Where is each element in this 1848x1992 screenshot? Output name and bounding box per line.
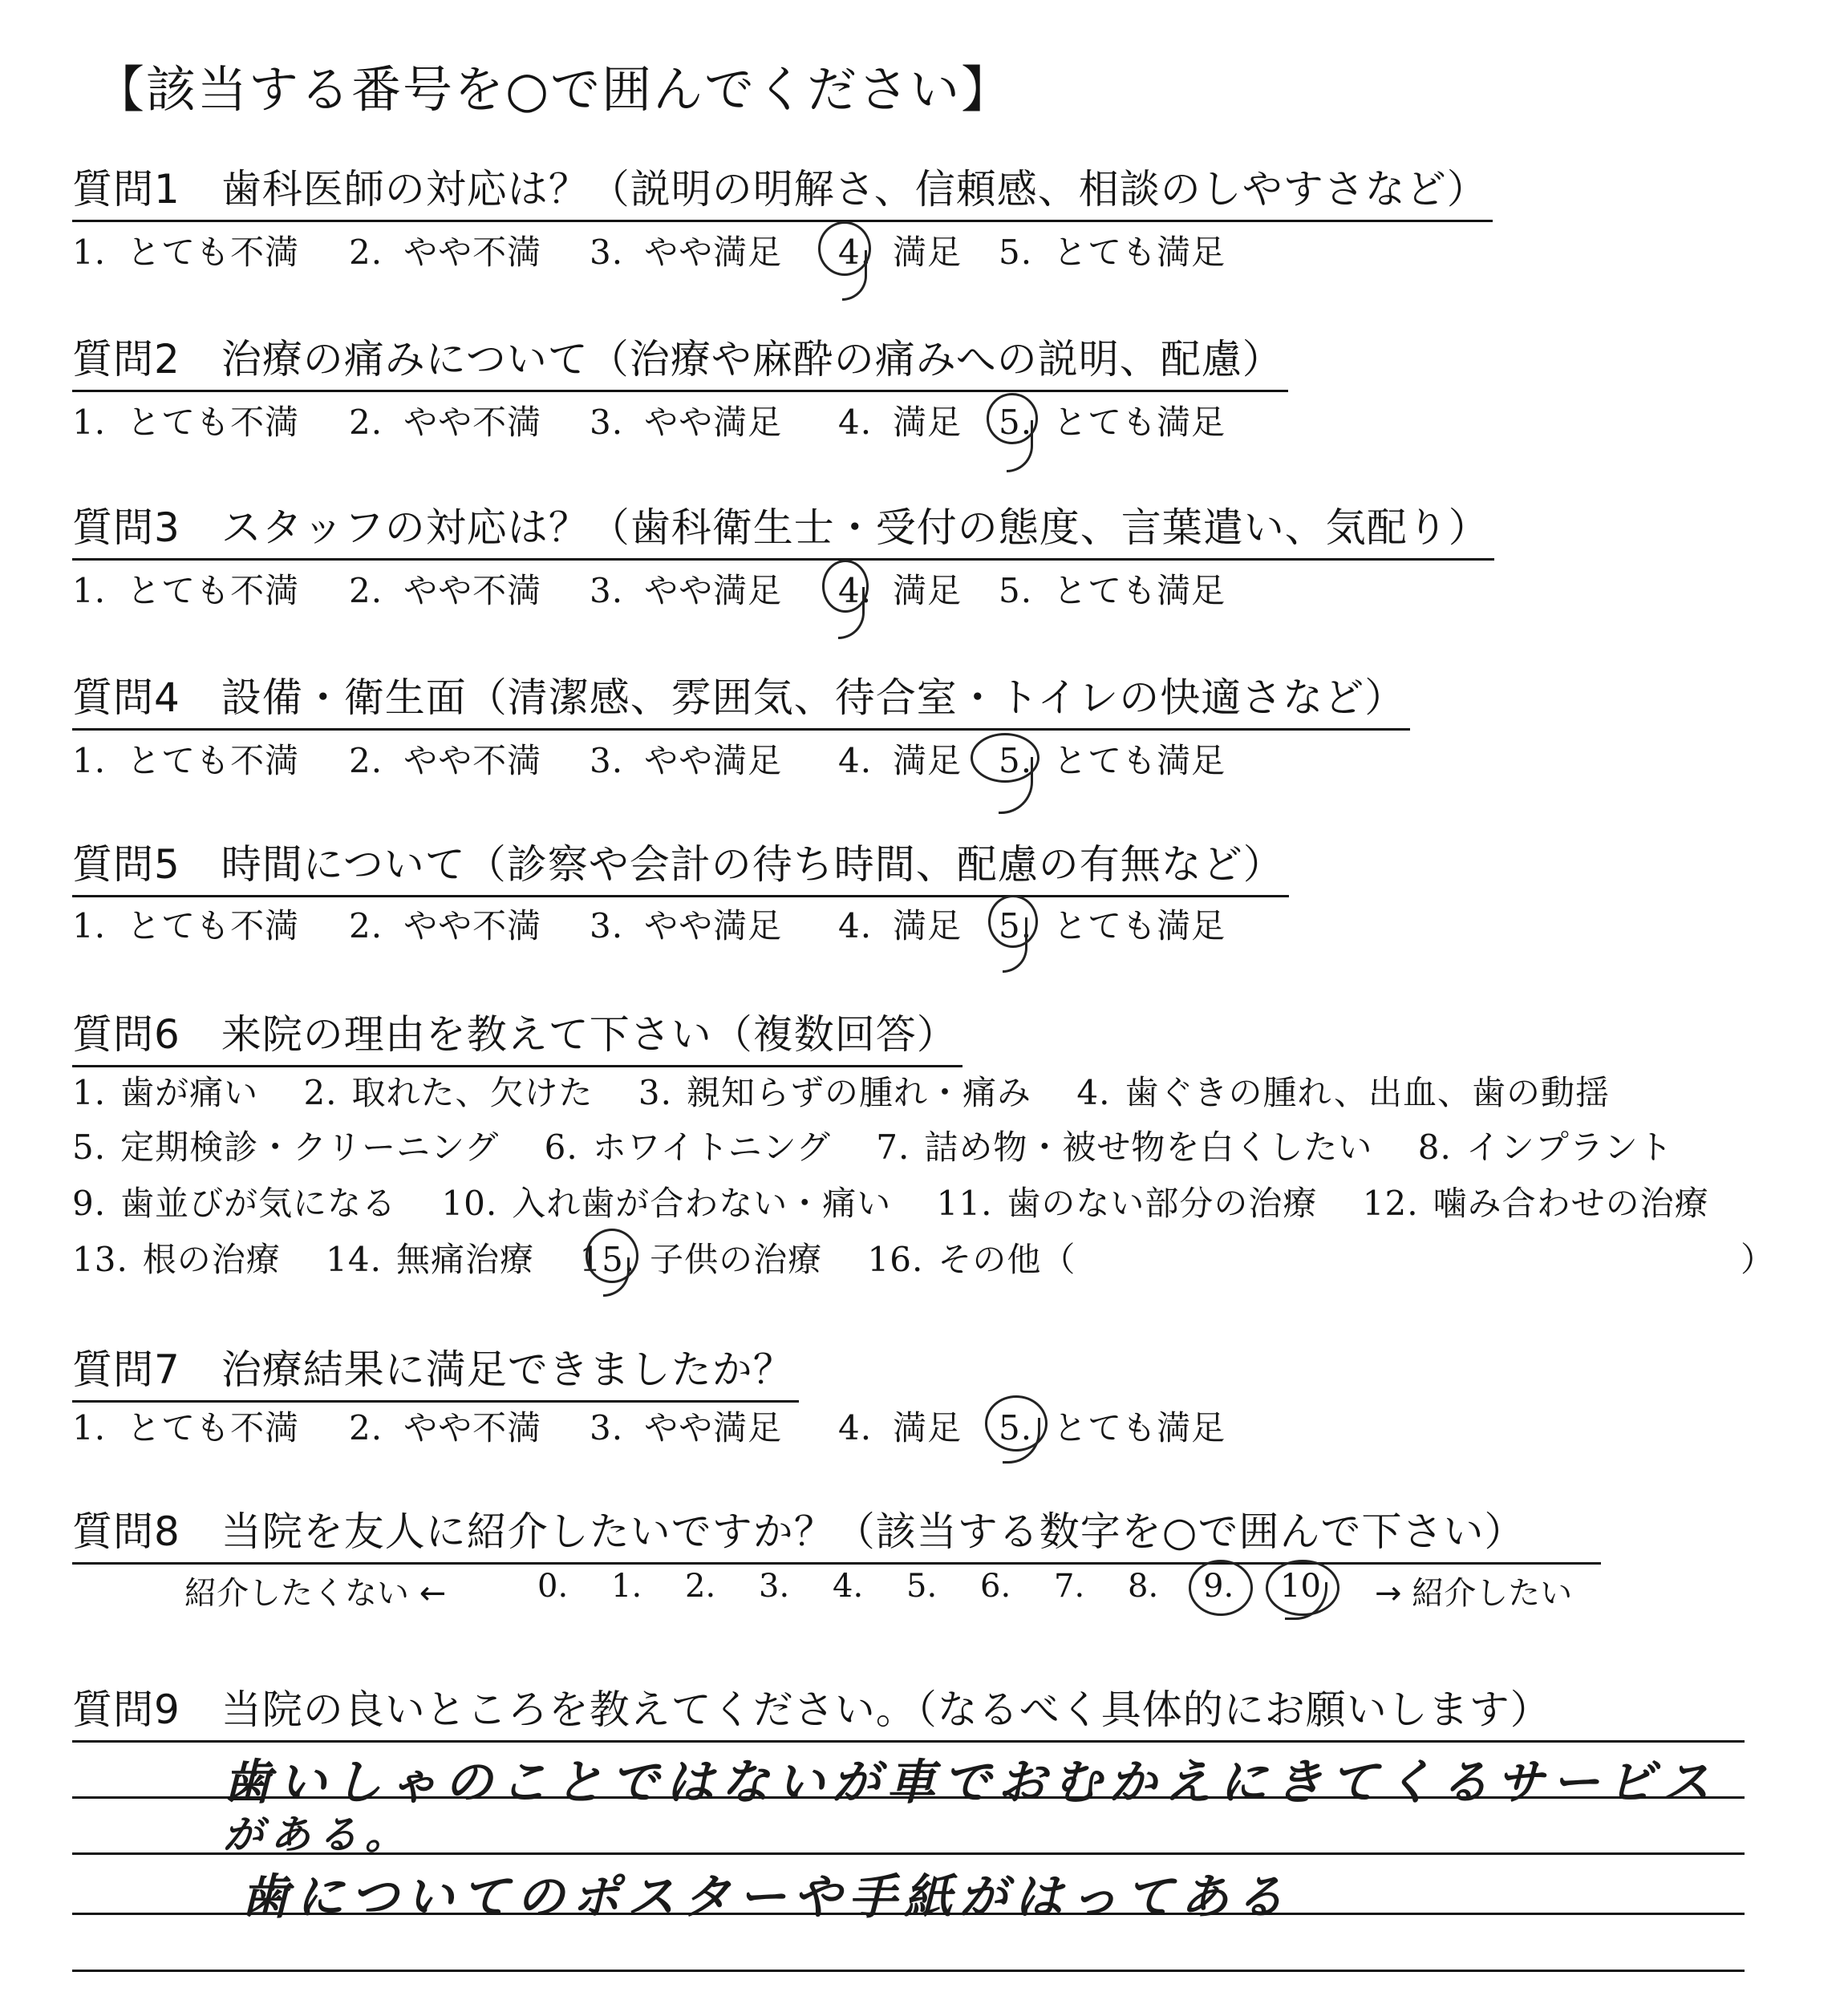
q6-option-9[interactable]: 9. 歯並びが気になる [72, 1184, 397, 1223]
q6-option-11[interactable]: 11. 歯のない部分の治療 [936, 1184, 1318, 1223]
q8-option-4[interactable]: 4. [833, 1568, 864, 1605]
q8-left-label: 紹介したくない ← [184, 1575, 447, 1612]
q8-option-7[interactable]: 7. [1054, 1568, 1085, 1605]
q1-option-2[interactable]: 2. やや不満 [349, 233, 542, 272]
q4-option-4[interactable]: 4. 満足 [838, 741, 962, 780]
q6-option-13[interactable]: 13. 根の治療 [72, 1240, 281, 1279]
q8-option-8[interactable]: 8. [1128, 1568, 1159, 1605]
q4-option-5[interactable]: 5. とても満足 [999, 741, 1226, 780]
question-8-title: 質問8 当院を友人に紹介したいですか？（該当する数字を○で囲んで下さい） [72, 1500, 1601, 1565]
q6-option-12[interactable]: 12. 噛み合わせの治療 [1362, 1184, 1709, 1223]
q4-option-1[interactable]: 1. とても不満 [72, 741, 300, 780]
q7-option-3[interactable]: 3. やや満足 [590, 1408, 783, 1447]
q2-option-5[interactable]: 5. とても満足 [999, 403, 1226, 442]
q6-option-6[interactable]: 6. ホワイトニング [544, 1128, 831, 1167]
q8-option-0[interactable]: 0. [537, 1568, 569, 1605]
answer-rule-5 [72, 1970, 1745, 1972]
q2-option-3[interactable]: 3. やや満足 [590, 403, 783, 442]
question-6-title: 質問6 来院の理由を教えて下さい（複数回答） [72, 1002, 962, 1067]
q1-option-4[interactable]: 4. 満足 [838, 233, 962, 272]
instruction-header: 【該当する番号を○で囲んでください】 [95, 60, 1013, 119]
q6-option-5[interactable]: 5. 定期検診・クリーニング [72, 1128, 500, 1167]
q6-option-8[interactable]: 8. インプラント [1417, 1128, 1673, 1167]
q8-option-5[interactable]: 5. [906, 1568, 938, 1605]
q3-option-4[interactable]: 4. 満足 [838, 571, 962, 610]
q8-option-10[interactable]: 10 [1280, 1568, 1321, 1605]
q2-option-1[interactable]: 1. とても不満 [72, 403, 300, 442]
q1-option-3[interactable]: 3. やや満足 [590, 233, 783, 272]
q4-option-3[interactable]: 3. やや満足 [590, 741, 783, 780]
q9-answer-line-3: 歯についてのポスターや手紙がはってある [241, 1869, 1291, 1925]
q5-option-2[interactable]: 2. やや不満 [349, 906, 542, 945]
q3-option-1[interactable]: 1. とても不満 [72, 571, 300, 610]
q5-option-4[interactable]: 4. 満足 [838, 906, 962, 945]
q6-option-16[interactable]: 16. その他（ [867, 1240, 1076, 1279]
q8-option-6[interactable]: 6. [980, 1568, 1011, 1605]
q6-option-2[interactable]: 2. 取れた、欠けた [303, 1073, 594, 1112]
q3-option-5[interactable]: 5. とても満足 [999, 571, 1226, 610]
q8-option-3[interactable]: 3. [759, 1568, 790, 1605]
q1-option-5[interactable]: 5. とても満足 [999, 233, 1226, 272]
q8-option-9[interactable]: 9. [1203, 1568, 1234, 1605]
q7-option-2[interactable]: 2. やや不満 [349, 1408, 542, 1447]
q6-row-4 [72, 1233, 1109, 1281]
q6-option-14[interactable]: 14. 無痛治療 [326, 1240, 534, 1279]
q2-option-2[interactable]: 2. やや不満 [349, 403, 542, 442]
q9-answer-line-2: がある。 [223, 1812, 412, 1858]
question-1-title: 質問1 歯科医師の対応は？（説明の明解さ、信頼感、相談のしやすさなど） [72, 157, 1493, 222]
q2-option-4[interactable]: 4. 満足 [838, 403, 962, 442]
q9-answer-line-1: 歯いしゃのことではないが車でおむかえにきてくるサービス [223, 1755, 1717, 1811]
question-7-title: 質問7 治療結果に満足できましたか？ [72, 1338, 799, 1403]
q8-option-2[interactable]: 2. [685, 1568, 716, 1605]
q4-option-2[interactable]: 2. やや不満 [349, 741, 542, 780]
question-3-title: 質問3 スタッフの対応は？（歯科衛生士・受付の態度、言葉遣い、気配り） [72, 496, 1494, 561]
question-4-title: 質問4 設備・衛生面（清潔感、雰囲気、待合室・トイレの快適さなど） [72, 666, 1410, 731]
q6-row-2 [72, 1121, 1707, 1169]
q1-option-1[interactable]: 1. とても不満 [72, 233, 300, 272]
q5-option-5[interactable]: 5. とても満足 [999, 906, 1226, 945]
question-9-title: 質問9 当院の良いところを教えてください。（なるべく具体的にお願いします） [72, 1686, 1551, 1733]
q6-option-7[interactable]: 7. 詰め物・被せ物を白くしたい [876, 1128, 1373, 1167]
answer-rule-1 [72, 1740, 1745, 1743]
q3-option-2[interactable]: 2. やや不満 [349, 571, 542, 610]
q7-option-5[interactable]: 5. とても満足 [999, 1408, 1226, 1447]
question-2-title: 質問2 治療の痛みについて（治療や麻酔の痛みへの説明、配慮） [72, 327, 1288, 392]
q5-option-3[interactable]: 3. やや満足 [590, 906, 783, 945]
q6-option-15[interactable]: 15. 子供の治療 [579, 1240, 823, 1279]
q6-row-3 [72, 1177, 1743, 1225]
q6-option-1[interactable]: 1. 歯が痛い [72, 1073, 259, 1112]
q8-option-1[interactable]: 1. [611, 1568, 642, 1605]
q6-option-3[interactable]: 3. 親知らずの腫れ・痛み [638, 1073, 1031, 1112]
q3-option-3[interactable]: 3. やや満足 [590, 571, 783, 610]
q6-other-close: ） [1741, 1240, 1775, 1279]
question-5-title: 質問5 時間について（診察や会計の待ち時間、配慮の有無など） [72, 832, 1289, 897]
q8-right-label: → 紹介したい [1375, 1575, 1573, 1612]
q6-option-10[interactable]: 10. 入れ歯が合わない・痛い [441, 1184, 892, 1223]
q7-option-1[interactable]: 1. とても不満 [72, 1408, 300, 1447]
q5-option-1[interactable]: 1. とても不満 [72, 906, 300, 945]
q7-option-4[interactable]: 4. 満足 [838, 1408, 962, 1447]
q6-row-1 [72, 1067, 1643, 1115]
q6-option-4[interactable]: 4. 歯ぐきの腫れ、出血、歯の動揺 [1076, 1073, 1610, 1112]
